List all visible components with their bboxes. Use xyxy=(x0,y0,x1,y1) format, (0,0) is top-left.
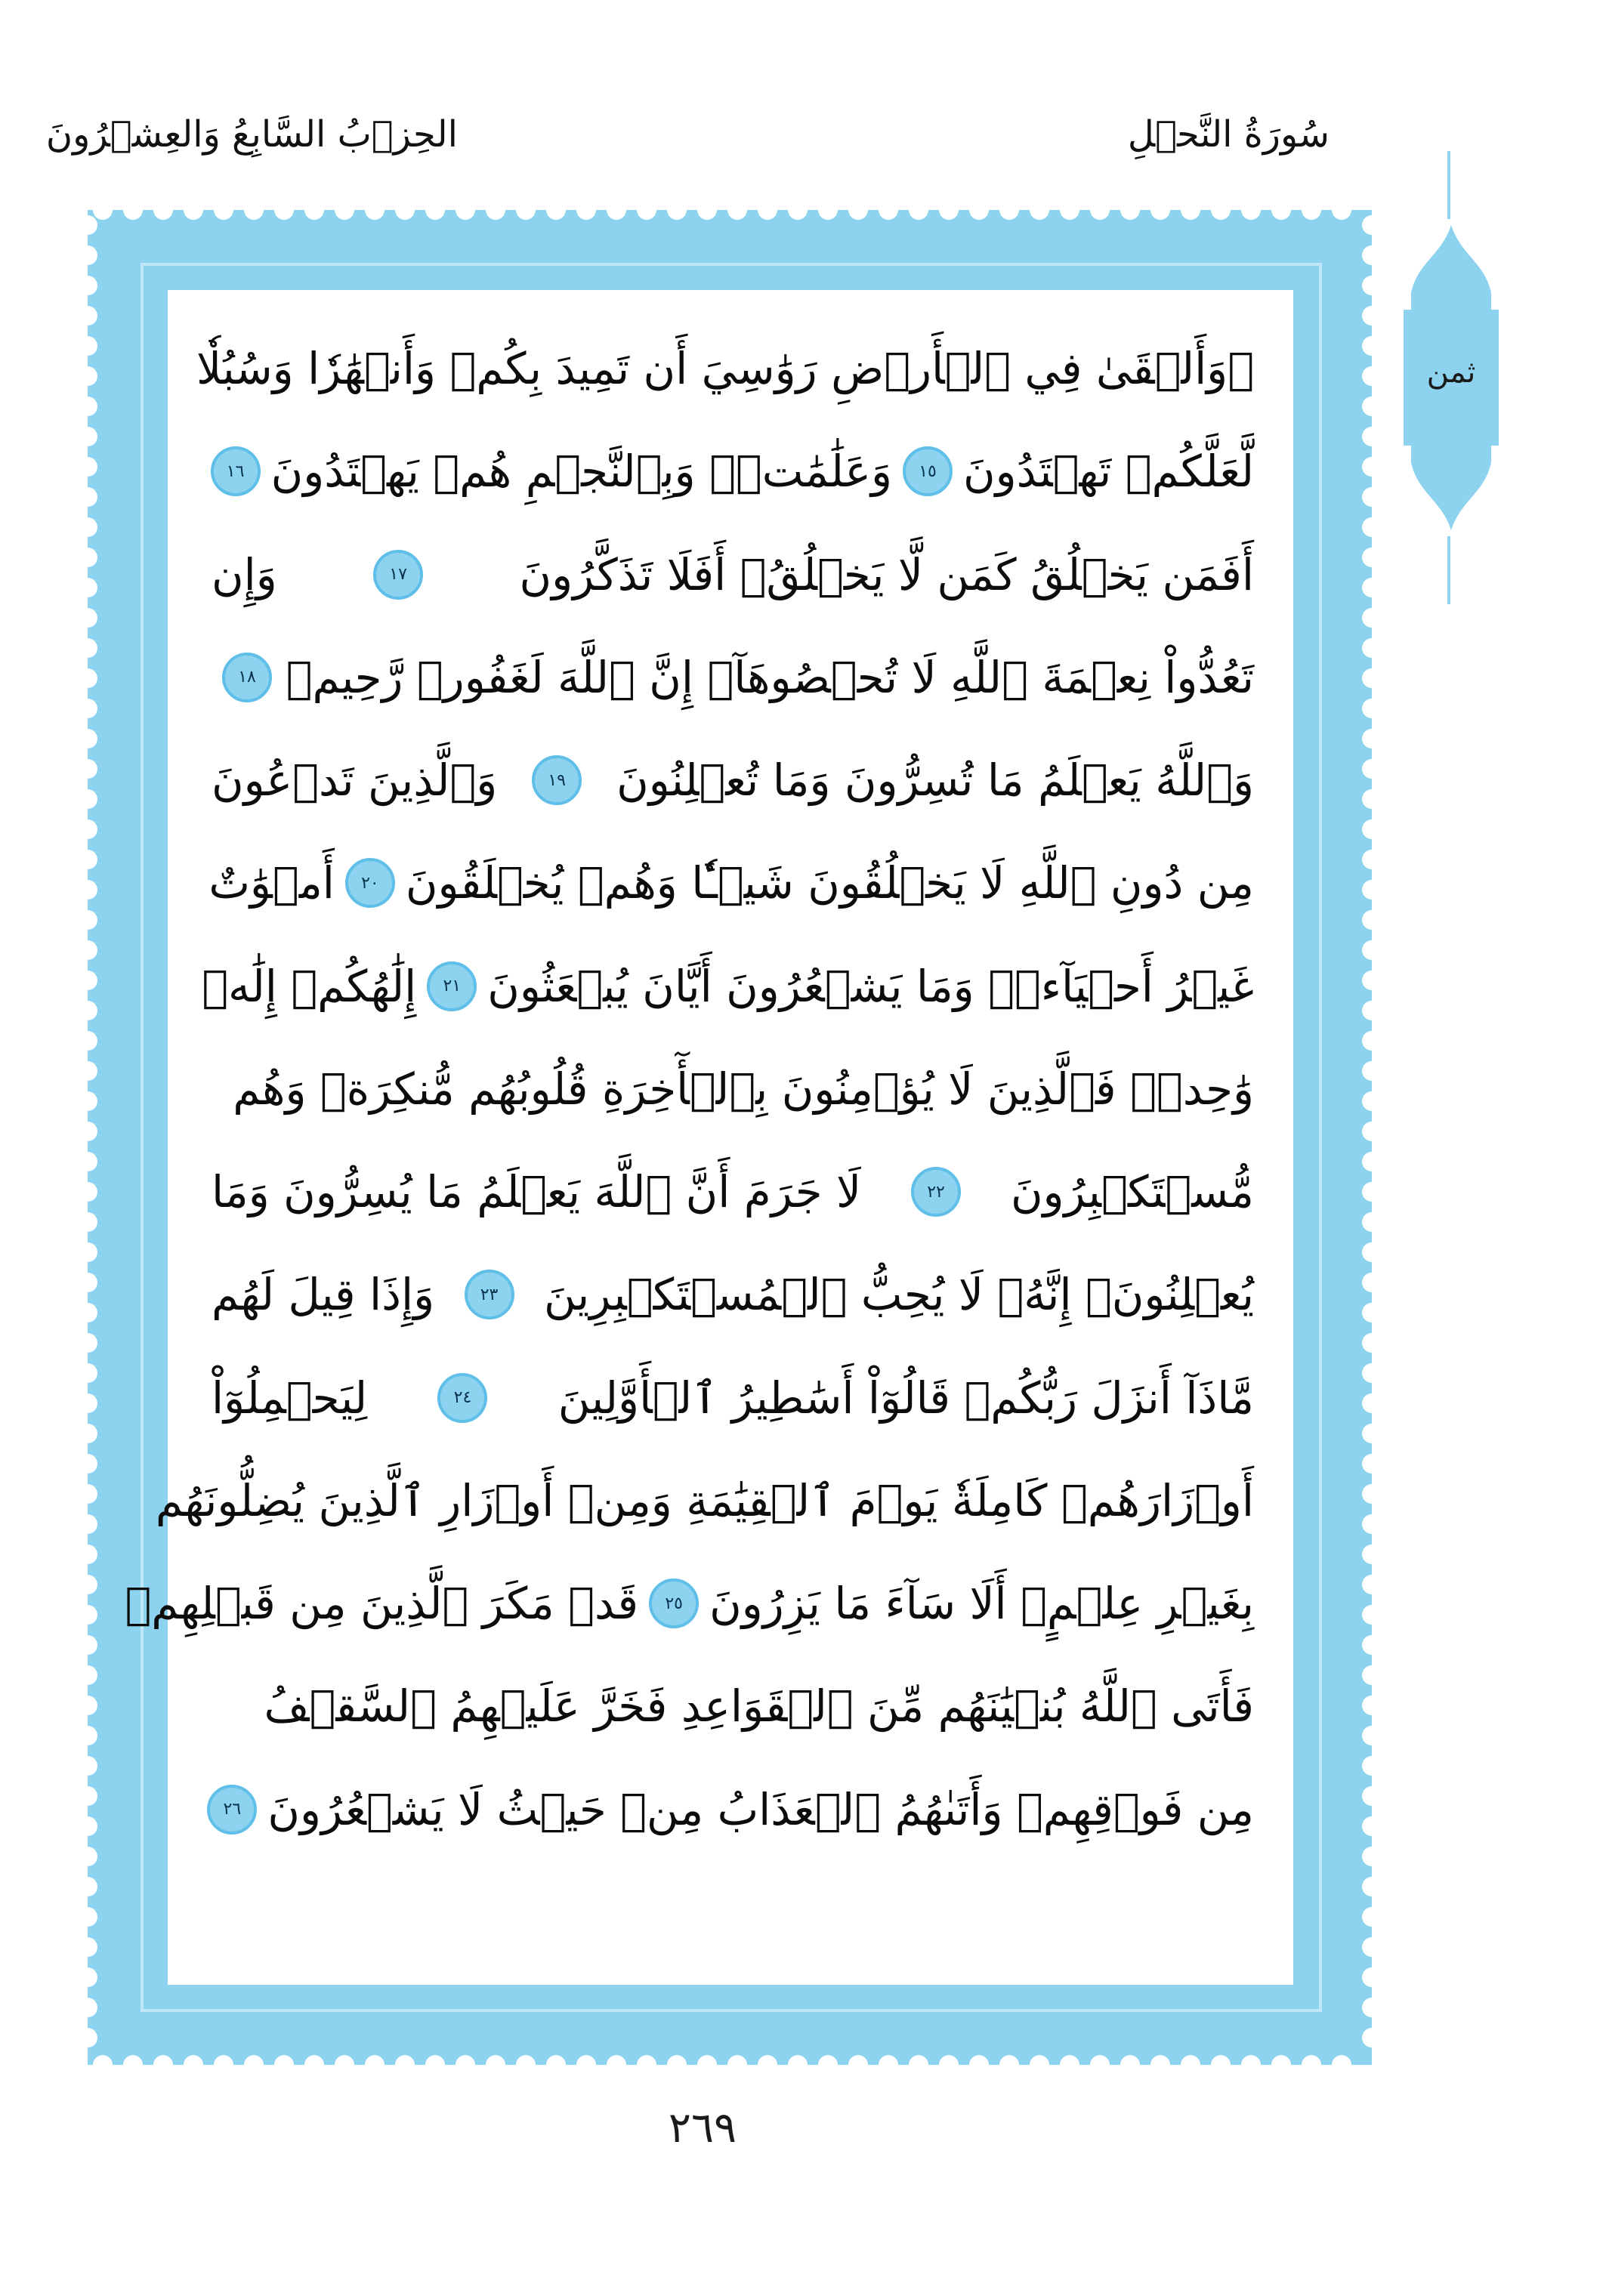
frame-scallop xyxy=(78,1212,97,1232)
frame-scallop xyxy=(78,1484,97,1504)
ayah-number-marker: ١٦ xyxy=(211,446,261,496)
verse-line xyxy=(212,1140,1254,1243)
frame-scallop xyxy=(1271,2055,1291,2075)
verse-text: قَدۡ مَكَرَ ٱلَّذِينَ مِن قَبۡلِهِمۡ xyxy=(125,1578,639,1630)
frame-scallop xyxy=(788,200,808,220)
frame-scallop xyxy=(818,2055,838,2075)
frame-scallop xyxy=(1362,1122,1382,1141)
frame-scallop xyxy=(1362,1424,1382,1443)
ayah-number-marker: ٢٣ xyxy=(465,1270,514,1319)
frame-scallop xyxy=(244,2055,264,2075)
ayah-number-marker: ٢٦ xyxy=(207,1785,257,1835)
frame-scallop xyxy=(697,200,717,220)
frame-scallop xyxy=(818,200,838,220)
frame-scallop xyxy=(1362,336,1382,356)
frame-scallop xyxy=(274,2055,294,2075)
frame-scallop xyxy=(1362,1726,1382,1745)
frame-scallop xyxy=(1332,200,1351,220)
verse-text: وَإِذَا قِيلَ لَهُم xyxy=(212,1269,435,1321)
verse-line xyxy=(212,1243,1254,1346)
verse-line xyxy=(212,1038,1254,1140)
frame-scallop xyxy=(1362,1031,1382,1051)
verse-line xyxy=(155,1449,1254,1552)
frame-scallop xyxy=(999,2055,1019,2075)
frame-scallop xyxy=(1302,200,1321,220)
frame-scallop xyxy=(78,699,97,718)
frame-scallop xyxy=(123,200,143,220)
verse-text: لَا جَرَمَ أَنَّ ٱللَّهَ يَعۡلَمُ مَا يُسِرُّونَ وَمَا xyxy=(212,1166,862,1218)
frame-scallop xyxy=(486,200,505,220)
frame-scallop xyxy=(1362,1273,1382,1292)
frame-scallop xyxy=(576,2055,596,2075)
verse-text: تَعُدُّواْ نِعۡمَةَ ٱللَّهِ لَا تُحۡصُوهَآۗ إِنَّ ٱللَّهَ لَغَفُورٞ رَّحِيمٞ xyxy=(286,651,1254,703)
frame-scallop xyxy=(1362,1877,1382,1896)
frame-scallop xyxy=(1362,1454,1382,1474)
frame-scallop xyxy=(1362,940,1382,960)
frame-scallop xyxy=(1120,2055,1140,2075)
frame-scallop xyxy=(78,1514,97,1534)
frame-scallop xyxy=(78,910,97,930)
frame-scallop xyxy=(1241,2055,1261,2075)
frame-scallop xyxy=(637,2055,656,2075)
verse-text: وَٱلَّذِينَ تَدۡعُونَ xyxy=(212,755,498,807)
verse-text: مَّاذَآ أَنزَلَ رَبُّكُمۡ قَالُوٓاْ أَسَٰطِيرُ ٱلۡأَوَّلِينَ xyxy=(557,1372,1254,1424)
page-number: ٢٦٩ xyxy=(668,2103,737,2152)
ornament-top-line xyxy=(1447,151,1450,219)
frame-scallop xyxy=(78,1182,97,1202)
verse-text: ۞وَأَلۡقَىٰ فِي ٱلۡأَرۡضِ رَوَٰسِيَ أَن تَمِيدَ بِكُمۡ وَأَنۡهَٰرٗا وَسُبُلٗا xyxy=(196,343,1254,395)
frame-scallop xyxy=(335,200,354,220)
frame-scallop xyxy=(78,668,97,688)
frame-scallop xyxy=(1271,200,1291,220)
verse-line xyxy=(196,317,1254,420)
frame-scallop xyxy=(78,729,97,748)
ayah-number-marker: ١٥ xyxy=(903,446,953,496)
frame-scallop xyxy=(78,1333,97,1353)
frame-scallop xyxy=(78,578,97,597)
frame-scallop xyxy=(78,759,97,779)
verse-text: غَيۡرُ أَحۡيَآءٖۖ وَمَا يَشۡعُرُونَ أَيَّانَ يُبۡعَثُونَ xyxy=(487,960,1254,1012)
frame-scallop xyxy=(1362,1665,1382,1685)
verse-text: مِن دُونِ ٱللَّهِ لَا يَخۡلُقُونَ شَيۡـٔٗا وَهُمۡ يُخۡلَقُونَ xyxy=(405,857,1254,909)
frame-scallop xyxy=(78,1122,97,1141)
frame-scallop xyxy=(274,200,294,220)
frame-scallop xyxy=(727,200,747,220)
frame-scallop xyxy=(637,200,656,220)
frame-scallop xyxy=(788,2055,808,2075)
frame-scallop xyxy=(456,2055,475,2075)
frame-scallop xyxy=(1362,487,1382,507)
frame-scallop xyxy=(1362,245,1382,265)
frame-scallop xyxy=(1362,1816,1382,1836)
frame-scallop xyxy=(1241,200,1261,220)
frame-scallop xyxy=(78,1998,97,2017)
frame-scallop xyxy=(1362,759,1382,779)
verse-line xyxy=(212,626,1254,729)
frame-scallop xyxy=(78,1575,97,1594)
frame-scallop xyxy=(1362,457,1382,477)
frame-scallop xyxy=(78,1816,97,1836)
frame-scallop xyxy=(78,1152,97,1171)
frame-scallop xyxy=(78,940,97,960)
frame-scallop xyxy=(78,245,97,265)
frame-scallop xyxy=(184,200,203,220)
frame-scallop xyxy=(78,1031,97,1051)
ayah-number-marker: ٢٤ xyxy=(437,1373,487,1423)
ayah-number-marker: ١٧ xyxy=(373,550,423,600)
frame-scallop xyxy=(909,200,928,220)
frame-scallop xyxy=(516,2055,536,2075)
frame-scallop xyxy=(1362,1303,1382,1322)
verse-text: أَوۡزَارَهُمۡ كَامِلَةٗ يَوۡمَ ٱلۡقِيَٰمَةِ وَمِنۡ أَوۡزَارِ ٱلَّذِينَ يُضِلُّونَهُم xyxy=(155,1474,1254,1526)
ayah-number-marker: ١٩ xyxy=(532,755,582,805)
frame-scallop xyxy=(1362,971,1382,990)
verse-line xyxy=(212,1655,1254,1757)
frame-scallop xyxy=(1362,2028,1382,2048)
frame-scallop xyxy=(969,2055,989,2075)
verse-line xyxy=(208,832,1254,934)
frame-scallop xyxy=(304,200,324,220)
frame-scallop xyxy=(78,457,97,477)
verse-text: بِغَيۡرِ عِلۡمٍۗ أَلَا سَآءَ مَا يَزِرُونَ xyxy=(709,1578,1254,1630)
frame-scallop xyxy=(78,366,97,386)
ayah-number-marker: ٢٥ xyxy=(649,1578,699,1628)
frame-scallop xyxy=(78,1847,97,1866)
frame-scallop xyxy=(1362,1393,1382,1413)
frame-scallop xyxy=(1150,200,1170,220)
quran-text xyxy=(125,317,1254,1964)
frame-scallop xyxy=(78,397,97,416)
frame-scallop xyxy=(546,2055,566,2075)
frame-scallop xyxy=(1211,2055,1231,2075)
verse-line xyxy=(202,935,1254,1038)
frame-scallop xyxy=(667,2055,687,2075)
frame-scallop xyxy=(1362,1182,1382,1202)
verse-line xyxy=(125,1552,1254,1655)
frame-scallop xyxy=(78,1061,97,1081)
verse-line xyxy=(212,523,1254,626)
frame-scallop xyxy=(1090,2055,1110,2075)
verse-text: مُّسۡتَكۡبِرُونَ xyxy=(1010,1166,1254,1218)
frame-scallop xyxy=(425,200,445,220)
frame-scallop xyxy=(78,819,97,839)
frame-scallop xyxy=(78,880,97,900)
frame-scallop xyxy=(1362,517,1382,537)
frame-scallop xyxy=(78,608,97,628)
frame-scallop xyxy=(1362,1363,1382,1383)
frame-scallop xyxy=(607,200,626,220)
ayah-number-marker: ١٨ xyxy=(222,653,272,702)
frame-scallop xyxy=(758,2055,777,2075)
frame-scallop xyxy=(78,1273,97,1292)
frame-scallop xyxy=(1362,215,1382,235)
frame-scallop xyxy=(1362,668,1382,688)
frame-scallop xyxy=(1362,1061,1382,1081)
frame-scallop xyxy=(78,1877,97,1896)
frame-scallop xyxy=(1362,1998,1382,2017)
frame-scallop xyxy=(78,1696,97,1715)
frame-scallop xyxy=(879,2055,898,2075)
frame-scallop xyxy=(93,2055,113,2075)
frame-scallop xyxy=(1362,850,1382,869)
frame-scallop xyxy=(335,2055,354,2075)
frame-scallop xyxy=(1362,1696,1382,1715)
frame-scallop xyxy=(78,1303,97,1322)
verse-text: لِيَحۡمِلُوٓاْ xyxy=(212,1372,368,1424)
frame-scallop xyxy=(78,638,97,658)
frame-scallop xyxy=(1362,1242,1382,1262)
frame-scallop xyxy=(516,200,536,220)
frame-scallop xyxy=(214,2055,233,2075)
frame-scallop xyxy=(78,1545,97,1564)
frame-scallop xyxy=(78,1393,97,1413)
frame-scallop xyxy=(1362,1605,1382,1625)
frame-scallop xyxy=(78,789,97,809)
frame-scallop xyxy=(78,1001,97,1020)
frame-scallop xyxy=(365,2055,385,2075)
frame-scallop xyxy=(1362,1847,1382,1866)
frame-scallop xyxy=(78,1967,97,1987)
frame-scallop xyxy=(1362,819,1382,839)
verse-line xyxy=(212,1758,1254,1861)
frame-scallop xyxy=(395,2055,415,2075)
frame-scallop xyxy=(1150,2055,1170,2075)
frame-scallop xyxy=(1362,1001,1382,1020)
ayah-number-marker: ٢٢ xyxy=(911,1167,961,1217)
verse-line xyxy=(212,1347,1254,1449)
frame-scallop xyxy=(1362,1756,1382,1776)
frame-scallop xyxy=(78,1424,97,1443)
frame-scallop xyxy=(1030,200,1049,220)
verse-text: أَفَمَن يَخۡلُقُ كَمَن لَّا يَخۡلُقُۚ أَفَلَا تَذَكَّرُونَ xyxy=(519,548,1254,600)
frame-scallop xyxy=(78,1363,97,1383)
frame-scallop xyxy=(1362,1635,1382,1655)
frame-scallop xyxy=(395,200,415,220)
frame-scallop xyxy=(78,1454,97,1474)
frame-scallop xyxy=(727,2055,747,2075)
frame-scallop xyxy=(546,200,566,220)
frame-scallop xyxy=(1362,1937,1382,1957)
frame-scallop xyxy=(1362,699,1382,718)
verse-text: وَٰحِدٞۚ فَٱلَّذِينَ لَا يُؤۡمِنُونَ بِٱلۡأٓخِرَةِ قُلُوبُهُم مُّنكِرَةٞ وَهُم xyxy=(233,1063,1254,1115)
frame-scallop xyxy=(184,2055,203,2075)
frame-scallop xyxy=(1362,1152,1382,1171)
frame-scallop xyxy=(1362,789,1382,809)
frame-scallop xyxy=(1362,1786,1382,1806)
frame-scallop xyxy=(78,1635,97,1655)
frame-scallop xyxy=(78,1091,97,1111)
frame-scallop xyxy=(1362,638,1382,658)
verse-text: لَّعَلَّكُمۡ تَهۡتَدُونَ xyxy=(963,446,1254,498)
verse-text: وَإِن xyxy=(212,548,277,600)
frame-scallop xyxy=(1030,2055,1049,2075)
verse-line xyxy=(212,420,1254,523)
frame-scallop xyxy=(486,2055,505,2075)
frame-scallop xyxy=(78,1605,97,1625)
frame-scallop xyxy=(1332,2055,1351,2075)
frame-scallop xyxy=(607,2055,626,2075)
frame-scallop xyxy=(1362,1514,1382,1534)
frame-scallop xyxy=(78,336,97,356)
frame-scallop xyxy=(1060,2055,1079,2075)
verse-text: أَمۡوَٰتٌ xyxy=(208,857,335,909)
frame-scallop xyxy=(1362,1212,1382,1232)
frame-scallop xyxy=(969,200,989,220)
frame-scallop xyxy=(365,200,385,220)
frame-scallop xyxy=(78,306,97,326)
verse-text: إِلَٰهُكُمۡ إِلَٰهٞ xyxy=(202,960,417,1012)
frame-scallop xyxy=(848,200,868,220)
thumn-label: ثمن xyxy=(1426,355,1476,390)
frame-scallop xyxy=(1362,880,1382,900)
frame-scallop xyxy=(939,200,959,220)
frame-scallop xyxy=(78,1242,97,1262)
frame-scallop xyxy=(1362,1967,1382,1987)
frame-scallop xyxy=(1362,366,1382,386)
hizb-title: الحِزۡبُ السَّابِعُ وَالعِشۡرُونَ xyxy=(45,113,458,156)
frame-scallop xyxy=(667,200,687,220)
frame-scallop xyxy=(1362,608,1382,628)
frame-scallop xyxy=(939,2055,959,2075)
frame-scallop xyxy=(1302,2055,1321,2075)
frame-scallop xyxy=(697,2055,717,2075)
frame-scallop xyxy=(78,427,97,446)
frame-scallop xyxy=(78,1665,97,1685)
frame-scallop xyxy=(758,200,777,220)
frame-scallop xyxy=(214,200,233,220)
frame-scallop xyxy=(1060,200,1079,220)
frame-scallop xyxy=(1362,729,1382,748)
frame-scallop xyxy=(1120,200,1140,220)
frame-scallop xyxy=(78,1786,97,1806)
frame-scallop xyxy=(1362,276,1382,295)
frame-scallop xyxy=(78,2028,97,2048)
frame-scallop xyxy=(1362,427,1382,446)
ayah-number-marker: ٢١ xyxy=(427,961,477,1011)
frame-scallop xyxy=(1362,1545,1382,1564)
frame-scallop xyxy=(244,200,264,220)
frame-scallop xyxy=(78,548,97,567)
frame-scallop xyxy=(1362,1575,1382,1594)
frame-scallop xyxy=(78,1907,97,1927)
frame-scallop xyxy=(123,2055,143,2075)
verse-line xyxy=(212,729,1254,832)
frame-scallop xyxy=(93,200,113,220)
ayah-number-marker: ٢٠ xyxy=(345,858,395,908)
frame-scallop xyxy=(909,2055,928,2075)
ornament-bottom-line xyxy=(1447,536,1450,604)
frame-scallop xyxy=(78,276,97,295)
frame-scallop xyxy=(1362,578,1382,597)
frame-scallop xyxy=(1362,1907,1382,1927)
frame-scallop xyxy=(1362,1484,1382,1504)
frame-scallop xyxy=(78,1937,97,1957)
frame-scallop xyxy=(304,2055,324,2075)
frame-scallop xyxy=(1181,2055,1200,2075)
verse-text: وَٱللَّهُ يَعۡلَمُ مَا تُسِرُّونَ وَمَا تُعۡلِنُونَ xyxy=(616,755,1254,807)
frame-scallop xyxy=(78,850,97,869)
frame-scallop xyxy=(425,2055,445,2075)
frame-scallop xyxy=(78,1756,97,1776)
frame-scallop xyxy=(153,2055,173,2075)
verse-text: مِن فَوۡقِهِمۡ وَأَتَىٰهُمُ ٱلۡعَذَابُ مِنۡ حَيۡثُ لَا يَشۡعُرُونَ xyxy=(267,1783,1254,1835)
verse-text: فَأَتَى ٱللَّهُ بُنۡيَٰنَهُم مِّنَ ٱلۡقَوَاعِدِ فَخَرَّ عَلَيۡهِمُ ٱلسَّقۡفُ xyxy=(264,1680,1254,1733)
surah-title: سُورَةُ النَّحۡلِ xyxy=(1127,113,1330,156)
frame-scallop xyxy=(1362,306,1382,326)
frame-scallop xyxy=(879,200,898,220)
frame-scallop xyxy=(848,2055,868,2075)
frame-scallop xyxy=(78,517,97,537)
frame-scallop xyxy=(1181,200,1200,220)
frame-scallop xyxy=(78,1726,97,1745)
frame-scallop xyxy=(153,200,173,220)
frame-scallop xyxy=(1211,200,1231,220)
frame-scallop xyxy=(78,215,97,235)
frame-scallop xyxy=(576,200,596,220)
frame-scallop xyxy=(1362,548,1382,567)
frame-scallop xyxy=(1362,910,1382,930)
frame-scallop xyxy=(78,487,97,507)
frame-scallop xyxy=(1090,200,1110,220)
verse-text: وَعَلَٰمَٰتٖۚ وَبِٱلنَّجۡمِ هُمۡ يَهۡتَدُونَ xyxy=(270,446,893,498)
frame-scallop xyxy=(1362,1333,1382,1353)
frame-scallop xyxy=(1362,1091,1382,1111)
verse-text: يُعۡلِنُونَۚ إِنَّهُۥ لَا يُحِبُّ ٱلۡمُسۡتَكۡبِرِينَ xyxy=(543,1269,1254,1321)
frame-scallop xyxy=(1362,397,1382,416)
frame-scallop xyxy=(78,971,97,990)
frame-scallop xyxy=(456,200,475,220)
frame-scallop xyxy=(999,200,1019,220)
